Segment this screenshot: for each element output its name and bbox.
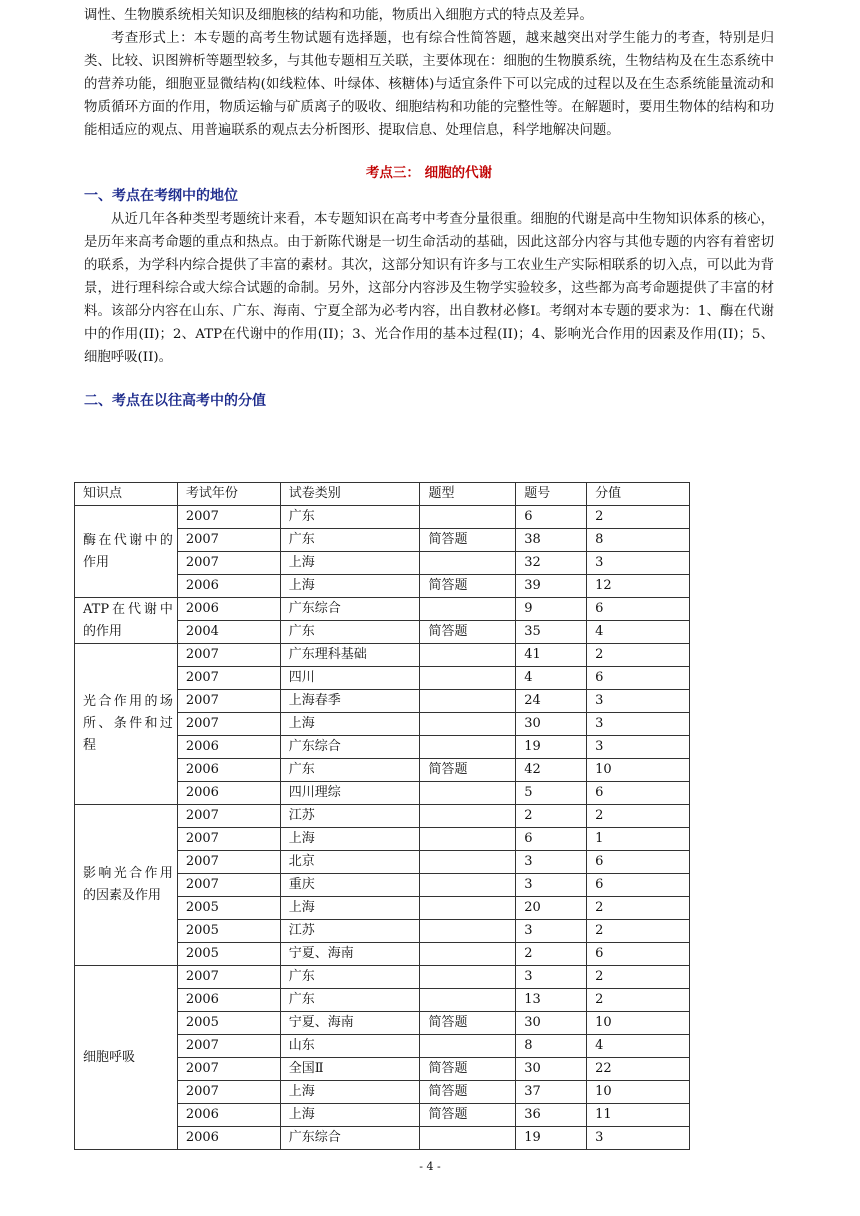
paper-cell: 全国Ⅱ	[280, 1058, 420, 1081]
score-cell: 3	[587, 552, 690, 575]
header-knowledge-point: 知识点	[75, 483, 178, 506]
qtype-cell: 简答题	[420, 575, 516, 598]
qnum-cell: 39	[516, 575, 587, 598]
header-question-number: 题号	[516, 483, 587, 506]
qtype-cell: 简答题	[420, 621, 516, 644]
year-cell: 2006	[177, 736, 280, 759]
score-cell: 6	[587, 782, 690, 805]
year-cell: 2007	[177, 1058, 280, 1081]
qtype-cell: 简答题	[420, 1058, 516, 1081]
paper-cell: 广东综合	[280, 1127, 420, 1150]
score-cell: 4	[587, 1035, 690, 1058]
qtype-cell	[420, 897, 516, 920]
year-cell: 2005	[177, 897, 280, 920]
year-cell: 2007	[177, 1035, 280, 1058]
score-cell: 22	[587, 1058, 690, 1081]
knowledge-point-cell: 细胞呼吸	[75, 966, 178, 1150]
year-cell: 2007	[177, 667, 280, 690]
qtype-cell	[420, 920, 516, 943]
qtype-cell	[420, 966, 516, 989]
qtype-cell	[420, 598, 516, 621]
paper-cell: 广东	[280, 759, 420, 782]
paper-cell: 上海	[280, 828, 420, 851]
qtype-cell	[420, 782, 516, 805]
qnum-cell: 3	[516, 966, 587, 989]
table-row	[75, 966, 690, 989]
qnum-cell: 30	[516, 713, 587, 736]
paper-cell: 宁夏、海南	[280, 943, 420, 966]
qtype-cell	[420, 713, 516, 736]
header-question-type: 题型	[420, 483, 516, 506]
paper-cell: 广东综合	[280, 598, 420, 621]
qnum-cell: 9	[516, 598, 587, 621]
qnum-cell: 19	[516, 736, 587, 759]
qnum-cell: 41	[516, 644, 587, 667]
paper-cell: 上海	[280, 897, 420, 920]
header-paper-type: 试卷类别	[280, 483, 420, 506]
year-cell: 2007	[177, 1081, 280, 1104]
table-row	[75, 506, 690, 529]
score-cell: 6	[587, 874, 690, 897]
header-year: 考试年份	[177, 483, 280, 506]
year-cell: 2005	[177, 943, 280, 966]
score-cell: 2	[587, 989, 690, 1012]
year-cell: 2007	[177, 805, 280, 828]
qtype-cell: 简答题	[420, 759, 516, 782]
qtype-cell	[420, 1127, 516, 1150]
year-cell: 2006	[177, 1104, 280, 1127]
score-cell: 6	[587, 598, 690, 621]
year-cell: 2006	[177, 575, 280, 598]
qtype-cell	[420, 506, 516, 529]
table-header-row	[75, 483, 690, 506]
qnum-cell: 13	[516, 989, 587, 1012]
qnum-cell: 30	[516, 1058, 587, 1081]
paragraph-syllabus-position: 从近几年各种类型考题统计来看，本专题知识在高考中考查分量很重。细胞的代谢是高中生物知识体系的核心，是历年来高考命题的重点和热点。由于新陈代谢是一切生命活动的基础，因此这部分内容与其他专题的内容有着密切的联系，为学科内综合提供了丰富的素材。其次，这部分知识有许多与工农业生产实际相联系的切入点，可以此为背景，进行理科综合或大综合试题的命制。另外，这部分内容涉及生物学实验较多，这些都为高考命题提供了丰富的材料。该部分内容在山东、广东、海南、宁夏全部为必考内容，出自教材必修Ⅰ。考纲对本专题的要求为：1、酶在代谢中的作用(II)；2、ATP在代谢中的作用(II)；3、光合作用的基本过程(II)；4、影响光合作用的因素及作用(II)；5、细胞呼吸(II)。	[84, 212, 774, 365]
score-cell: 3	[587, 713, 690, 736]
qtype-cell	[420, 552, 516, 575]
qtype-cell	[420, 1035, 516, 1058]
knowledge-point-cell: 酶在代谢中的作用	[75, 506, 178, 598]
score-cell: 12	[587, 575, 690, 598]
qtype-cell	[420, 828, 516, 851]
year-cell: 2007	[177, 874, 280, 897]
qnum-cell: 24	[516, 690, 587, 713]
table-body	[75, 506, 690, 1150]
year-cell: 2006	[177, 598, 280, 621]
score-cell: 2	[587, 644, 690, 667]
document-page	[84, 0, 774, 413]
knowledge-point-cell: ATP在代谢中的作用	[75, 598, 178, 644]
score-cell: 10	[587, 759, 690, 782]
qnum-cell: 3	[516, 920, 587, 943]
score-cell: 2	[587, 506, 690, 529]
year-cell: 2007	[177, 644, 280, 667]
qnum-cell: 6	[516, 506, 587, 529]
qnum-cell: 30	[516, 1012, 587, 1035]
qtype-cell: 简答题	[420, 1104, 516, 1127]
paper-cell: 广东	[280, 966, 420, 989]
year-cell: 2007	[177, 828, 280, 851]
score-cell: 4	[587, 621, 690, 644]
qnum-cell: 19	[516, 1127, 587, 1150]
qtype-cell	[420, 644, 516, 667]
paper-cell: 北京	[280, 851, 420, 874]
score-cell: 6	[587, 943, 690, 966]
year-cell: 2007	[177, 690, 280, 713]
paper-cell: 广东	[280, 506, 420, 529]
qnum-cell: 42	[516, 759, 587, 782]
year-cell: 2006	[177, 989, 280, 1012]
qnum-cell: 3	[516, 874, 587, 897]
header-score: 分值	[587, 483, 690, 506]
table-row	[75, 644, 690, 667]
qtype-cell	[420, 690, 516, 713]
score-cell: 10	[587, 1081, 690, 1104]
score-cell: 6	[587, 667, 690, 690]
paper-cell: 上海	[280, 713, 420, 736]
qnum-cell: 38	[516, 529, 587, 552]
paper-cell: 四川	[280, 667, 420, 690]
page-number: - 4 -	[419, 1160, 441, 1173]
score-cell: 3	[587, 690, 690, 713]
table-row	[75, 805, 690, 828]
qnum-cell: 35	[516, 621, 587, 644]
paper-cell: 上海春季	[280, 690, 420, 713]
year-cell: 2007	[177, 529, 280, 552]
paper-cell: 山东	[280, 1035, 420, 1058]
qnum-cell: 4	[516, 667, 587, 690]
qnum-cell: 2	[516, 943, 587, 966]
score-table	[74, 482, 690, 1150]
paper-cell: 广东理科基础	[280, 644, 420, 667]
knowledge-point-cell: 影响光合作用的因素及作用	[75, 805, 178, 966]
qtype-cell: 简答题	[420, 1012, 516, 1035]
qnum-cell: 3	[516, 851, 587, 874]
paper-cell: 重庆	[280, 874, 420, 897]
qtype-cell	[420, 805, 516, 828]
qtype-cell: 简答题	[420, 529, 516, 552]
paper-cell: 广东	[280, 621, 420, 644]
year-cell: 2007	[177, 506, 280, 529]
heading-syllabus-position: 一、考点在考纲中的地位	[84, 188, 238, 204]
qnum-cell: 36	[516, 1104, 587, 1127]
qtype-cell: 简答题	[420, 1081, 516, 1104]
paper-cell: 广东综合	[280, 736, 420, 759]
qtype-cell	[420, 989, 516, 1012]
qnum-cell: 37	[516, 1081, 587, 1104]
qnum-cell: 20	[516, 897, 587, 920]
year-cell: 2007	[177, 713, 280, 736]
qtype-cell	[420, 874, 516, 897]
paper-cell: 广东	[280, 529, 420, 552]
paper-cell: 江苏	[280, 920, 420, 943]
qtype-cell	[420, 736, 516, 759]
year-cell: 2005	[177, 920, 280, 943]
year-cell: 2007	[177, 552, 280, 575]
score-cell: 3	[587, 1127, 690, 1150]
score-cell: 8	[587, 529, 690, 552]
score-cell: 11	[587, 1104, 690, 1127]
paper-cell: 上海	[280, 1081, 420, 1104]
paper-cell: 宁夏、海南	[280, 1012, 420, 1035]
score-cell: 10	[587, 1012, 690, 1035]
qnum-cell: 5	[516, 782, 587, 805]
qtype-cell	[420, 667, 516, 690]
paragraph-exam-format: 考查形式上：本专题的高考生物试题有选择题，也有综合性简答题，越来越突出对学生能力的考查，特别是归类、比较、识图辨析等题型较多，与其他专题相互关联，主要体现在：细胞的生物膜系统，生物结构及在生态系统中的营养功能，细胞亚显微结构(如线粒体、叶绿体、核糖体)与适宜条件下可以完成的过程以及在生态系统能量流动和物质循环方面的作用，物质运输与矿质离子的吸收、细胞结构和功能的完整性等。在解题时，要用生物体的结构和功能相适应的观点、用普遍联系的观点去分析图形、提取信息、处理信息，科学地解决问题。	[84, 31, 774, 138]
year-cell: 2007	[177, 851, 280, 874]
qnum-cell: 6	[516, 828, 587, 851]
score-cell: 2	[587, 897, 690, 920]
score-cell: 2	[587, 966, 690, 989]
score-cell: 6	[587, 851, 690, 874]
score-cell: 2	[587, 805, 690, 828]
year-cell: 2006	[177, 1127, 280, 1150]
year-cell: 2004	[177, 621, 280, 644]
table-row	[75, 598, 690, 621]
paper-cell: 广东	[280, 989, 420, 1012]
qnum-cell: 32	[516, 552, 587, 575]
heading-score-history: 二、考点在以往高考中的分值	[84, 393, 266, 409]
year-cell: 2006	[177, 759, 280, 782]
paper-cell: 上海	[280, 1104, 420, 1127]
paragraph-continuation: 调性、生物膜系统相关知识及细胞核的结构和功能，物质出入细胞方式的特点及差异。	[84, 8, 593, 23]
score-cell: 2	[587, 920, 690, 943]
paper-cell: 上海	[280, 575, 420, 598]
score-cell: 1	[587, 828, 690, 851]
qnum-cell: 2	[516, 805, 587, 828]
knowledge-point-cell: 光合作用的场所、条件和过程	[75, 644, 178, 805]
paper-cell: 江苏	[280, 805, 420, 828]
qtype-cell	[420, 943, 516, 966]
score-cell: 3	[587, 736, 690, 759]
year-cell: 2006	[177, 782, 280, 805]
year-cell: 2007	[177, 966, 280, 989]
qtype-cell	[420, 851, 516, 874]
paper-cell: 上海	[280, 552, 420, 575]
section-title: 考点三： 细胞的代谢	[365, 165, 493, 181]
paper-cell: 四川理综	[280, 782, 420, 805]
qnum-cell: 8	[516, 1035, 587, 1058]
year-cell: 2005	[177, 1012, 280, 1035]
